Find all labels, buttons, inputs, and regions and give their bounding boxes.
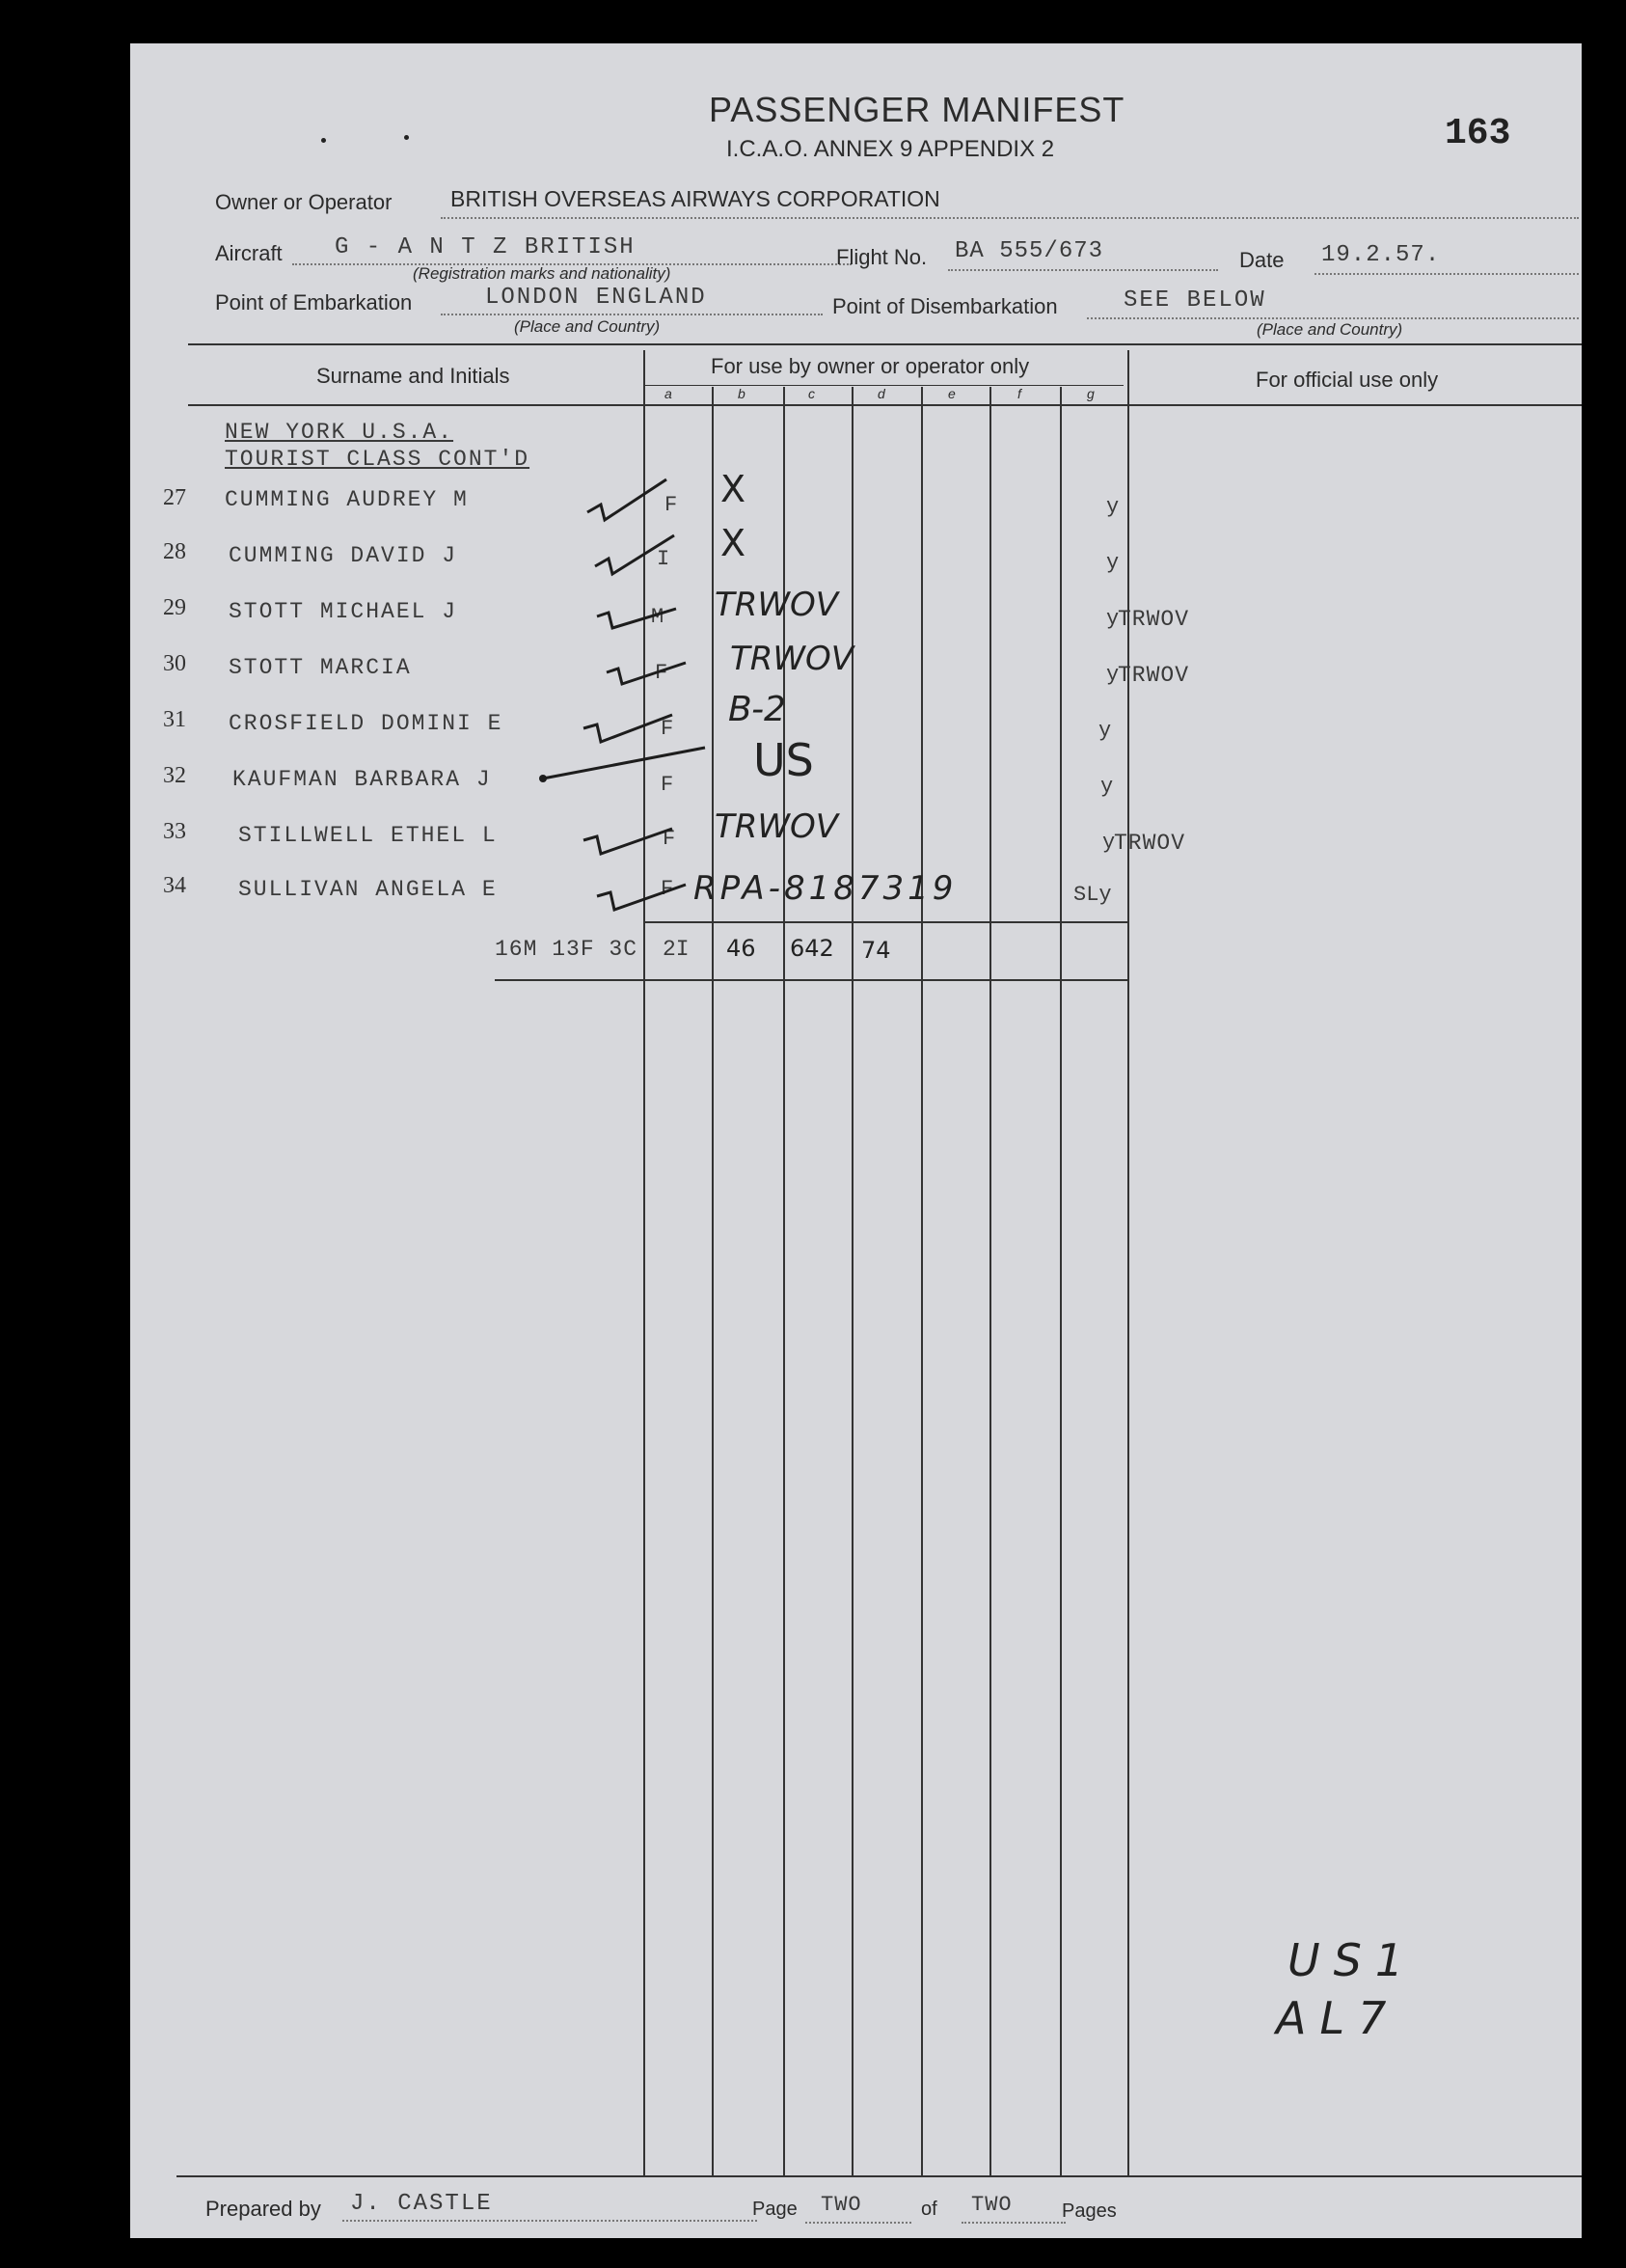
official-note: TRWOV — [1114, 831, 1186, 856]
page-dotline — [805, 2222, 911, 2224]
embarkation-dotline — [441, 314, 823, 315]
handwritten-note: US — [753, 734, 814, 786]
of-dotline — [962, 2222, 1066, 2224]
speck — [321, 138, 326, 143]
handwritten-note: RPA-8187319 — [693, 869, 958, 908]
passenger-name: SULLIVAN ANGELA E — [238, 877, 498, 902]
footer-rule — [176, 2175, 1582, 2177]
disembarkation-note: (Place and Country) — [1257, 320, 1403, 339]
column-g-mark: y — [1106, 495, 1120, 519]
passenger-sex: F — [655, 661, 668, 685]
owner-label: Owner or Operator — [215, 190, 393, 214]
passenger-name: STOTT MARCIA — [229, 655, 412, 680]
totals-b: 46 — [726, 935, 756, 962]
subcol-e: e — [948, 386, 956, 401]
embarkation-label: Point of Embarkation — [215, 290, 413, 314]
row-number: 34 — [163, 873, 186, 898]
totals-d: 74 — [861, 937, 891, 964]
passenger-name: CROSFIELD DOMINI E — [229, 711, 503, 736]
date-dotline — [1314, 273, 1579, 275]
prepared-dotline — [342, 2220, 757, 2222]
aircraft-value: G - A N T Z BRITISH — [335, 234, 636, 260]
subcol-f: f — [1017, 386, 1021, 401]
date-label: Date — [1239, 248, 1285, 272]
column-g-mark: SLy — [1073, 883, 1112, 907]
check-mark-icon — [580, 815, 676, 858]
column-g-mark: y — [1100, 775, 1114, 799]
row-number: 29 — [163, 595, 186, 620]
official-note: TRWOV — [1118, 663, 1190, 688]
flight-value: BA 555/673 — [955, 238, 1104, 264]
disembarkation-value: SEE BELOW — [1124, 287, 1266, 314]
speck — [404, 135, 409, 140]
disembarkation-dotline — [1087, 317, 1579, 319]
subcol-g: g — [1087, 386, 1095, 401]
passenger-name: CUMMING AUDREY M — [225, 487, 469, 512]
owner-value: BRITISH OVERSEAS AIRWAYS CORPORATION — [450, 186, 940, 211]
embarkation-value: LONDON ENGLAND — [485, 285, 707, 311]
table-top-rule — [188, 343, 1582, 345]
passenger-sex: F — [663, 827, 676, 851]
col-line-g-left — [1060, 387, 1062, 2175]
pages-label: Pages — [1062, 2200, 1117, 2222]
passenger-name: STOTT MICHAEL J — [229, 599, 458, 624]
col-line-e-left — [921, 387, 923, 2175]
prepared-value: J. CASTLE — [350, 2191, 493, 2217]
page-number: 163 — [1445, 113, 1511, 154]
totals-summary: 16M 13F 3C — [495, 937, 638, 962]
handwritten-note: B-2 — [728, 690, 786, 729]
totals-a: 2I — [663, 937, 690, 962]
passenger-sex: M — [651, 605, 664, 629]
passenger-name: STILLWELL ETHEL L — [238, 823, 498, 848]
column-g-mark: y — [1106, 551, 1120, 575]
passenger-sex: F — [661, 717, 674, 741]
column-g-mark: y — [1098, 719, 1112, 743]
totals-top-rule — [643, 921, 1129, 923]
handwritten-note: X — [720, 522, 746, 564]
passenger-sex: F — [661, 877, 674, 901]
margin-note: US1 — [1287, 1934, 1418, 1986]
prepared-label: Prepared by — [205, 2197, 321, 2221]
row-number: 32 — [163, 763, 186, 788]
flight-dotline — [948, 269, 1218, 271]
check-mark-icon — [593, 871, 690, 914]
date-value: 19.2.57. — [1321, 242, 1441, 268]
col-official-header: For official use only — [1256, 368, 1439, 392]
check-mark-icon — [603, 645, 690, 688]
handwritten-note: TRWOV — [715, 586, 839, 624]
handwritten-note: TRWOV — [730, 640, 854, 678]
row-number: 31 — [163, 707, 186, 732]
official-note: TRWOV — [1118, 607, 1190, 632]
passenger-name: CUMMING DAVID J — [229, 543, 458, 568]
page-label: Page — [752, 2199, 798, 2220]
passenger-sex: I — [657, 547, 670, 571]
table-header-rule — [188, 404, 1582, 406]
section-class: TOURIST CLASS CONT'D — [225, 447, 530, 472]
handwritten-note: TRWOV — [715, 807, 839, 846]
subcol-c: c — [808, 386, 815, 401]
check-mark-icon — [593, 589, 680, 632]
page-subtitle: I.C.A.O. ANNEX 9 APPENDIX 2 — [726, 136, 1055, 162]
totals-c: 642 — [790, 935, 834, 962]
row-number: 30 — [163, 651, 186, 676]
check-mark-icon — [583, 476, 670, 524]
col-line-f-left — [989, 387, 991, 2175]
check-mark-icon — [535, 744, 709, 792]
passenger-name: KAUFMAN BARBARA J — [232, 767, 492, 792]
handwritten-note: X — [720, 468, 746, 510]
row-number: 28 — [163, 539, 186, 564]
registration-note: (Registration marks and nationality) — [413, 264, 671, 283]
page-value: TWO — [821, 2193, 862, 2217]
column-g-mark: y — [1106, 663, 1120, 687]
row-number: 27 — [163, 485, 186, 510]
passenger-sex: F — [664, 493, 678, 517]
aircraft-label: Aircraft — [215, 241, 283, 265]
check-mark-icon — [580, 699, 676, 748]
subcol-b: b — [738, 386, 745, 401]
totals-bottom-rule — [495, 979, 1129, 981]
of-label: of — [921, 2199, 937, 2220]
column-g-mark: y — [1106, 607, 1120, 631]
col-line-b-left — [712, 387, 714, 2175]
column-g-mark: y — [1102, 831, 1116, 855]
of-value: TWO — [971, 2193, 1013, 2217]
subcol-d: d — [878, 386, 885, 401]
manifest-sheet — [130, 43, 1582, 2238]
check-mark-icon — [591, 530, 678, 578]
subcol-a: a — [664, 386, 672, 401]
embarkation-note: (Place and Country) — [514, 317, 661, 336]
col-surname-header: Surname and Initials — [316, 364, 510, 388]
page-title: PASSENGER MANIFEST — [709, 90, 1125, 129]
disembarkation-label: Point of Disembarkation — [832, 294, 1058, 318]
flight-label: Flight No. — [836, 245, 928, 269]
passenger-sex: F — [661, 773, 674, 797]
col-owner-use-header: For use by owner or operator only — [711, 354, 1030, 378]
margin-note: AL7 — [1276, 1992, 1400, 2044]
section-destination: NEW YORK U.S.A. — [225, 420, 454, 445]
row-number: 33 — [163, 819, 186, 844]
owner-dotline — [441, 217, 1579, 219]
